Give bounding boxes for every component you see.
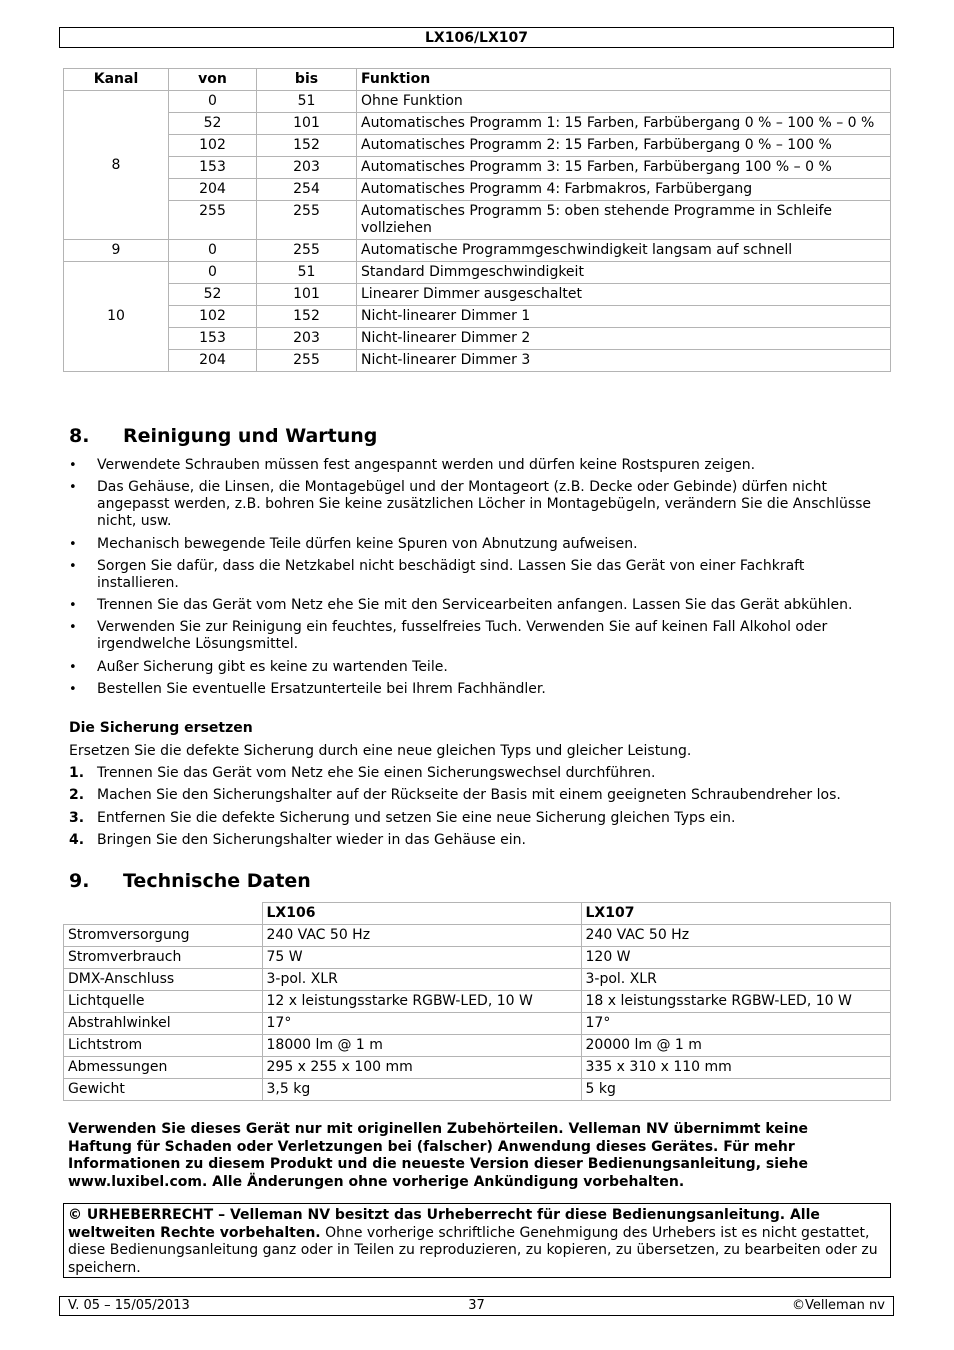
spec-value-cell: 18 x leistungsstarke RGBW-LED, 10 W bbox=[581, 991, 891, 1013]
funktion-cell: Linearer Dimmer ausgeschaltet bbox=[357, 284, 891, 306]
table-row bbox=[64, 157, 891, 179]
spec-value-cell: 3,5 kg bbox=[262, 1079, 581, 1101]
kanal-cell: 10 bbox=[64, 262, 169, 372]
section-8-title: Reinigung und Wartung bbox=[123, 425, 378, 447]
funktion-cell: Automatisches Programm 4: Farbmakros, Farbübergang bbox=[357, 179, 891, 201]
bis-cell: 101 bbox=[257, 284, 357, 306]
footer-brand: ©Velleman nv bbox=[791, 1298, 885, 1313]
von-cell: 153 bbox=[169, 328, 257, 350]
step-text: Trennen Sie das Gerät vom Netz ehe Sie einen Sicherungswechsel durchführen. bbox=[97, 765, 656, 781]
table-row bbox=[64, 947, 891, 969]
list-item: • Verwendete Schrauben müssen fest angespannt werden und dürfen keine Rostspuren zeigen. bbox=[69, 457, 889, 474]
table-row bbox=[64, 201, 891, 240]
dmx-header-cell: bis bbox=[257, 69, 357, 91]
section-9-heading bbox=[69, 870, 311, 892]
spec-label-cell: DMX-Anschluss bbox=[64, 969, 263, 991]
tech-header-cell bbox=[64, 903, 263, 925]
dmx-header-cell: Kanal bbox=[64, 69, 169, 91]
bis-cell: 203 bbox=[257, 328, 357, 350]
section-9-title: Technische Daten bbox=[123, 870, 311, 892]
table-row bbox=[64, 91, 891, 113]
table-row bbox=[64, 306, 891, 328]
table-row bbox=[64, 240, 891, 262]
list-item bbox=[69, 787, 889, 804]
step-number: 3. bbox=[69, 809, 85, 826]
spec-label-cell: Gewicht bbox=[64, 1079, 263, 1101]
bis-cell: 255 bbox=[257, 350, 357, 372]
fuse-heading: Die Sicherung ersetzen bbox=[69, 720, 253, 736]
table-row bbox=[64, 1013, 891, 1035]
list-item: • Sorgen Sie dafür, dass die Netzkabel nicht beschädigt sind. Lassen Sie das Gerät von einer Fachkraft installieren. bbox=[69, 558, 889, 592]
step-number: 2. bbox=[69, 787, 85, 804]
step-text: Bringen Sie den Sicherungshalter wieder in das Gehäuse ein. bbox=[97, 831, 526, 848]
spec-value-cell: 17° bbox=[581, 1013, 891, 1035]
von-cell: 102 bbox=[169, 135, 257, 157]
spec-value-cell: 5 kg bbox=[581, 1079, 891, 1101]
funktion-cell: Nicht-linearer Dimmer 1 bbox=[357, 306, 891, 328]
bis-cell: 152 bbox=[257, 135, 357, 157]
bis-cell: 255 bbox=[257, 201, 357, 240]
table-row bbox=[64, 1057, 891, 1079]
list-item bbox=[69, 832, 889, 849]
table-row bbox=[64, 262, 891, 284]
spec-label-cell: Stromversorgung bbox=[64, 925, 263, 947]
tech-table-header bbox=[64, 903, 891, 925]
spec-value-cell: 3-pol. XLR bbox=[262, 969, 581, 991]
list-item: • Mechanisch bewegende Teile dürfen keine Spuren von Abnutzung aufweisen. bbox=[69, 536, 889, 553]
spec-value-cell: 3-pol. XLR bbox=[581, 969, 891, 991]
footer-page-number: 37 bbox=[468, 1298, 485, 1313]
spec-label-cell: Lichtstrom bbox=[64, 1035, 263, 1057]
von-cell: 0 bbox=[169, 262, 257, 284]
von-cell: 52 bbox=[169, 284, 257, 306]
section-9-number: 9. bbox=[69, 870, 90, 892]
copyright-text: Ohne vorherige schriftliche Genehmigung des Urhebers ist es nicht gestattet, diese Bedienungsanleitung ganz oder in Teilen zu reproduzieren, zu kopieren, zu übersetzen, zu bearbeiten oder zu speichern. bbox=[68, 1224, 878, 1276]
funktion-cell: Ohne Funktion bbox=[357, 91, 891, 113]
funktion-cell: Automatisches Programm 2: 15 Farben, Farbübergang 0 % – 100 % bbox=[357, 135, 891, 157]
dmx-header-cell: von bbox=[169, 69, 257, 91]
dmx-channel-table bbox=[63, 68, 891, 372]
spec-value-cell: 240 VAC 50 Hz bbox=[581, 925, 891, 947]
funktion-cell: Nicht-linearer Dimmer 3 bbox=[357, 350, 891, 372]
bis-cell: 101 bbox=[257, 113, 357, 135]
tech-spec-table bbox=[63, 902, 891, 1101]
table-row bbox=[64, 328, 891, 350]
table-row bbox=[64, 969, 891, 991]
bis-cell: 203 bbox=[257, 157, 357, 179]
step-text: Entfernen Sie die defekte Sicherung und setzen Sie eine neue Sicherung gleichen Typs ein. bbox=[97, 809, 736, 826]
table-row bbox=[64, 179, 891, 201]
page-footer bbox=[59, 1296, 894, 1316]
bis-cell: 254 bbox=[257, 179, 357, 201]
bis-cell: 51 bbox=[257, 262, 357, 284]
spec-value-cell: 240 VAC 50 Hz bbox=[262, 925, 581, 947]
spec-value-cell: 335 x 310 x 110 mm bbox=[581, 1057, 891, 1079]
bis-cell: 152 bbox=[257, 306, 357, 328]
list-item bbox=[69, 810, 889, 827]
table-row bbox=[64, 350, 891, 372]
bis-cell: 255 bbox=[257, 240, 357, 262]
funktion-cell: Automatisches Programm 3: 15 Farben, Farbübergang 100 % – 0 % bbox=[357, 157, 891, 179]
section-8-heading bbox=[69, 425, 377, 447]
copyright-box bbox=[63, 1203, 891, 1278]
spec-value-cell: 75 W bbox=[262, 947, 581, 969]
table-row bbox=[64, 991, 891, 1013]
bis-cell: 51 bbox=[257, 91, 357, 113]
fuse-intro: Ersetzen Sie die defekte Sicherung durch eine neue gleichen Typs und gleicher Leistung. bbox=[69, 743, 692, 759]
list-item: • Außer Sicherung gibt es keine zu wartenden Teile. bbox=[69, 659, 889, 676]
list-item bbox=[69, 765, 889, 782]
list-item: • Verwenden Sie zur Reinigung ein feuchtes, fusselfreies Tuch. Verwenden Sie auf keinen Fall Alkohol oder irgendwelche Lösungsmittel. bbox=[69, 619, 889, 653]
spec-value-cell: 120 W bbox=[581, 947, 891, 969]
table-row bbox=[64, 135, 891, 157]
fuse-steps-list bbox=[69, 765, 889, 854]
von-cell: 102 bbox=[169, 306, 257, 328]
von-cell: 204 bbox=[169, 350, 257, 372]
spec-label-cell: Lichtquelle bbox=[64, 991, 263, 1013]
step-text: Machen Sie den Sicherungshalter auf der Rückseite der Basis mit einem geeigneten Schraubendreher los. bbox=[97, 787, 841, 804]
funktion-cell: Nicht-linearer Dimmer 2 bbox=[357, 328, 891, 350]
tech-header-cell: LX107 bbox=[581, 903, 891, 925]
section-8-number: 8. bbox=[69, 425, 90, 447]
table-row bbox=[64, 113, 891, 135]
von-cell: 204 bbox=[169, 179, 257, 201]
von-cell: 52 bbox=[169, 113, 257, 135]
spec-label-cell: Stromverbrauch bbox=[64, 947, 263, 969]
kanal-cell: 8 bbox=[64, 91, 169, 240]
table-row bbox=[64, 284, 891, 306]
spec-value-cell: 18000 lm @ 1 m bbox=[262, 1035, 581, 1057]
spec-value-cell: 17° bbox=[262, 1013, 581, 1035]
usage-note: Verwenden Sie dieses Gerät nur mit originellen Zubehörteilen. Velleman NV übernimmt keine Haftung für Schaden oder Verletzungen bei (falscher) Anwendung dieses Gerätes. Für mehr Informationen zu diesem Produkt und die neueste Version dieser Bedienungsanleitung, siehe www.luxibel.com. Alle Änderungen ohne vorherige Ankündigung vorbehalten. bbox=[68, 1121, 809, 1190]
header-title: LX106/LX107 bbox=[425, 30, 528, 46]
page-header bbox=[59, 27, 894, 48]
table-row bbox=[64, 925, 891, 947]
spec-label-cell: Abmessungen bbox=[64, 1057, 263, 1079]
footer-version: V. 05 – 15/05/2013 bbox=[68, 1298, 190, 1313]
spec-label-cell: Abstrahlwinkel bbox=[64, 1013, 263, 1035]
copyright-bold: © URHEBERRECHT – Velleman NV besitzt das Urheberrecht für diese Bedienungsanleitung. Alle weltweiten Rechte vorbehalten. bbox=[68, 1207, 820, 1241]
von-cell: 0 bbox=[169, 91, 257, 113]
maintenance-list bbox=[69, 457, 889, 703]
table-row bbox=[64, 1079, 891, 1101]
funktion-cell: Standard Dimmgeschwindigkeit bbox=[357, 262, 891, 284]
spec-value-cell: 12 x leistungsstarke RGBW-LED, 10 W bbox=[262, 991, 581, 1013]
step-number: 1. bbox=[69, 765, 85, 781]
funktion-cell: Automatische Programmgeschwindigkeit langsam auf schnell bbox=[357, 240, 891, 262]
von-cell: 153 bbox=[169, 157, 257, 179]
list-item: • Bestellen Sie eventuelle Ersatzunterteile bei Ihrem Fachhändler. bbox=[69, 681, 889, 698]
von-cell: 255 bbox=[169, 201, 257, 240]
spec-value-cell: 295 x 255 x 100 mm bbox=[262, 1057, 581, 1079]
step-number: 4. bbox=[69, 831, 85, 848]
tech-header-cell: LX106 bbox=[262, 903, 581, 925]
dmx-table-header bbox=[64, 69, 891, 91]
funktion-cell: Automatisches Programm 5: oben stehende Programme in Schleife vollziehen bbox=[357, 201, 891, 240]
von-cell: 0 bbox=[169, 240, 257, 262]
kanal-cell: 9 bbox=[64, 240, 169, 262]
list-item: • Das Gehäuse, die Linsen, die Montagebügel und der Montageort (z.B. Decke oder Gebinde) dürfen nicht angepasst werden, z.B. bohren Sie keine zusätzlichen Löcher in Montagebügeln, verändern Sie die Anschlüsse nicht, usw. bbox=[69, 479, 889, 530]
list-item: • Trennen Sie das Gerät vom Netz ehe Sie mit den Servicearbeiten anfangen. Lassen Sie das Gerät abkühlen. bbox=[69, 597, 889, 614]
table-row bbox=[64, 1035, 891, 1057]
dmx-header-cell: Funktion bbox=[357, 69, 891, 91]
funktion-cell: Automatisches Programm 1: 15 Farben, Farbübergang 0 % – 100 % – 0 % bbox=[357, 113, 891, 135]
spec-value-cell: 20000 lm @ 1 m bbox=[581, 1035, 891, 1057]
